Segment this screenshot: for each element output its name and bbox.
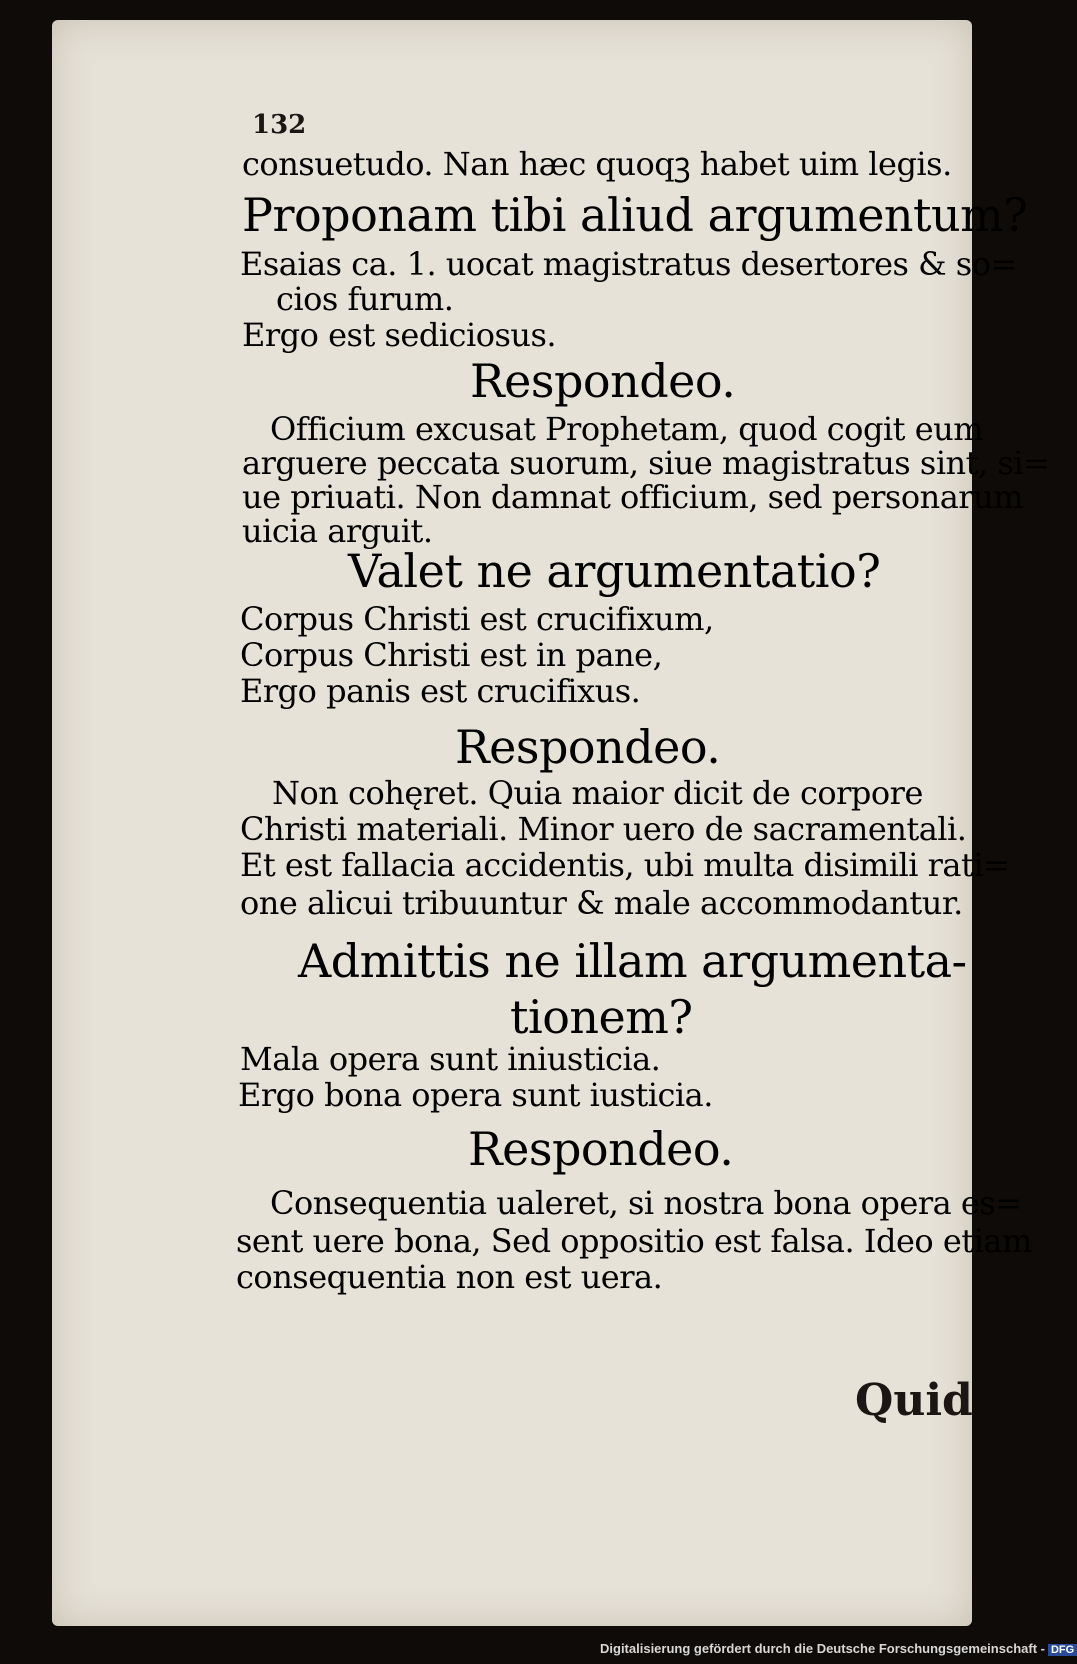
dfg-logo: DFG — [1048, 1644, 1077, 1656]
text-line: one alicui tribuuntur & male accommodantur. — [240, 884, 963, 922]
digitization-credit — [600, 1641, 1077, 1656]
text-line: Mala opera sunt iniusticia. — [240, 1040, 661, 1078]
response-heading: Respondeo. — [455, 720, 721, 774]
text-line: Ergo panis est crucifixus. — [240, 672, 641, 710]
text-line: arguere peccata suorum, siue magistratus sint, si= — [242, 444, 1050, 482]
page-number: 132 — [252, 110, 307, 140]
text-line: Officium excusat Prophetam, quod cogit eum — [270, 410, 984, 448]
text-line: Corpus Christi est in pane, — [240, 636, 663, 674]
text-line: Ergo bona opera sunt iusticia. — [238, 1076, 713, 1114]
text-line: cios furum. — [276, 280, 454, 318]
question-heading: Valet ne argumentatio? — [348, 544, 881, 598]
response-heading: Respondeo. — [468, 1122, 734, 1176]
text-line: ue priuati. Non damnat officium, sed personarum — [242, 478, 1024, 516]
text-line: sent uere bona, Sed oppositio est falsa. Ideo etiam — [236, 1222, 1032, 1260]
question-heading: Proponam tibi aliud argumentum? — [242, 188, 1028, 242]
catchword: Quid — [855, 1375, 973, 1426]
text-line: Consequentia ualeret, si nostra bona opera es= — [270, 1184, 1022, 1222]
text-line: Christi materiali. Minor uero de sacramentali. — [240, 810, 967, 848]
text-line: Et est fallacia accidentis, ubi multa disimili rati= — [240, 846, 1010, 884]
question-heading: Admittis ne illam argumenta- — [298, 934, 967, 988]
text-line: Corpus Christi est crucifixum, — [240, 600, 714, 638]
text-line: uicia arguit. — [242, 512, 433, 550]
response-heading: Respondeo. — [470, 354, 736, 408]
text-line: Ergo est sediciosus. — [242, 316, 557, 354]
text-line: Non cohęret. Quia maior dicit de corpore — [272, 774, 923, 812]
question-heading: tionem? — [510, 990, 693, 1044]
text-line: consuetudo. Nan hæc quoqꝫ habet uim legis. — [242, 145, 952, 183]
text-line: consequentia non est uera. — [236, 1258, 663, 1296]
text-line: Esaias ca. 1. uocat magistratus desertores & so= — [240, 245, 1017, 283]
credit-text: Digitalisierung gefördert durch die Deutsche Forschungsgemeinschaft - — [600, 1641, 1045, 1656]
